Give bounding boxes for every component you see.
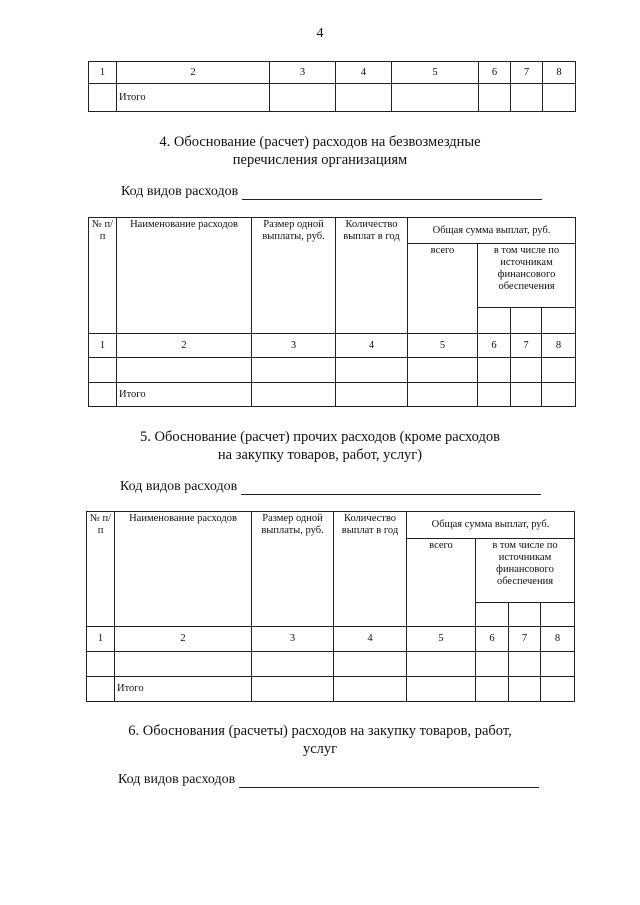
col-count-header: Количество выплат в год: [336, 218, 408, 334]
col-no-header: № п/п: [87, 512, 115, 627]
table-cell: [252, 358, 336, 383]
table-cell: [334, 677, 407, 702]
col-sources-header: в том числе по источникам финансового обеспечения: [476, 539, 575, 603]
col-all-header: всего: [408, 244, 478, 334]
section-5-title-line1: 5. Обоснование (расчет) прочих расходов (кроме расходов: [140, 429, 500, 445]
table-row: [89, 383, 576, 407]
table-cell: [407, 677, 476, 702]
table-row: [89, 62, 576, 84]
col-number: 7: [511, 334, 542, 358]
section-4-code-line: [121, 184, 542, 200]
col-number: 4: [334, 627, 407, 652]
page-number: 4: [316, 26, 324, 41]
col-total-header: Общая сумма выплат, руб.: [408, 218, 576, 244]
col-number: 1: [89, 62, 117, 84]
table-cell: [479, 84, 511, 112]
table-row: [87, 677, 575, 702]
table-cell: [408, 383, 478, 407]
col-total-header: Общая сумма выплат, руб.: [407, 512, 575, 539]
table-cell: [334, 652, 407, 677]
table-cell: [511, 383, 542, 407]
col-number: 3: [252, 334, 336, 358]
section-5-title-line2: на закупку товаров, работ, услуг): [217, 447, 423, 463]
section-4-title-line2: перечисления организациям: [232, 152, 408, 168]
table-cell: [478, 383, 511, 407]
table-cell: [392, 84, 479, 112]
col-number: 5: [408, 334, 478, 358]
code-label: Код видов расходов: [121, 184, 239, 199]
table-cell: [541, 652, 575, 677]
col-number: 4: [336, 334, 408, 358]
table-cell: [511, 358, 542, 383]
col-number: 2: [117, 334, 252, 358]
col-number: 5: [407, 627, 476, 652]
table-header-row: [89, 218, 576, 244]
table-cell: [252, 652, 334, 677]
table-cell: [509, 652, 541, 677]
col-number: 2: [115, 627, 252, 652]
table-row: [89, 84, 576, 112]
table-cell: [478, 358, 511, 383]
table-cell: [336, 383, 408, 407]
table-cell: [252, 383, 336, 407]
table-cell: [476, 603, 509, 627]
col-number: 6: [478, 334, 511, 358]
col-number: 8: [542, 334, 576, 358]
col-count-header: Количество выплат в год: [334, 512, 407, 627]
col-number: 8: [541, 627, 575, 652]
col-sources-header: в том числе по источникам финансового обеспечения: [478, 244, 576, 308]
code-input-line[interactable]: [241, 480, 541, 495]
table-cell: [270, 84, 336, 112]
table-header-row: [87, 512, 575, 539]
total-label: Итого: [117, 84, 270, 112]
col-number: 2: [117, 62, 270, 84]
table-row: [89, 358, 576, 383]
col-number: 1: [87, 627, 115, 652]
table-cell: [511, 308, 542, 334]
col-number: 6: [479, 62, 511, 84]
table-cell: [542, 383, 576, 407]
code-label: Код видов расходов: [118, 772, 236, 787]
table-cell: [87, 652, 115, 677]
section-5-heading: [0, 428, 640, 464]
section-6-title-line2: услуг: [302, 741, 338, 757]
table-cell: [476, 652, 509, 677]
section-4-title-line1: 4. Обоснование (расчет) расходов на безвозмездные: [159, 134, 481, 150]
section-6-code-line: [118, 772, 539, 788]
table-row: [87, 627, 575, 652]
col-number: 3: [252, 627, 334, 652]
col-number: 5: [392, 62, 479, 84]
top-table: [88, 61, 576, 112]
table-row: [89, 334, 576, 358]
table-cell: [89, 84, 117, 112]
col-number: 1: [89, 334, 117, 358]
table-cell: [511, 84, 543, 112]
col-all-header: всего: [407, 539, 476, 627]
table-cell: [252, 677, 334, 702]
col-number: 3: [270, 62, 336, 84]
col-name-header: Наименование расходов: [117, 218, 252, 334]
table-cell: [476, 677, 509, 702]
table-cell: [509, 603, 541, 627]
section-5-code-line: [120, 479, 541, 495]
table-cell: [509, 677, 541, 702]
table-cell: [542, 308, 576, 334]
col-number: 8: [543, 62, 576, 84]
col-no-header: № п/п: [89, 218, 117, 334]
col-number: 7: [509, 627, 541, 652]
col-name-header: Наименование расходов: [115, 512, 252, 627]
table-cell: [336, 84, 392, 112]
table-cell: [541, 603, 575, 627]
table-cell: [89, 383, 117, 407]
table-cell: [407, 652, 476, 677]
table-cell: [543, 84, 576, 112]
col-number: 6: [476, 627, 509, 652]
col-payment-header: Размер одной выплаты, руб.: [252, 512, 334, 627]
table-cell: [541, 677, 575, 702]
table-row: [87, 652, 575, 677]
table-cell: [87, 677, 115, 702]
section-5-table: [86, 511, 575, 702]
section-6-title-line1: 6. Обоснования (расчеты) расходов на закупку товаров, работ,: [128, 723, 512, 739]
col-number: 7: [511, 62, 543, 84]
table-cell: [89, 358, 117, 383]
col-number: 4: [336, 62, 392, 84]
total-label: Итого: [115, 677, 252, 702]
section-4-heading: [0, 133, 640, 169]
code-label: Код видов расходов: [120, 479, 238, 494]
section-6-heading: [0, 722, 640, 758]
code-input-line[interactable]: [242, 185, 542, 200]
table-cell: [336, 358, 408, 383]
table-cell: [478, 308, 511, 334]
table-cell: [408, 358, 478, 383]
table-cell: [117, 358, 252, 383]
col-payment-header: Размер одной выплаты, руб.: [252, 218, 336, 334]
section-4-table: [88, 217, 576, 407]
table-cell: [542, 358, 576, 383]
code-input-line[interactable]: [239, 773, 539, 788]
table-cell: [115, 652, 252, 677]
total-label: Итого: [117, 383, 252, 407]
